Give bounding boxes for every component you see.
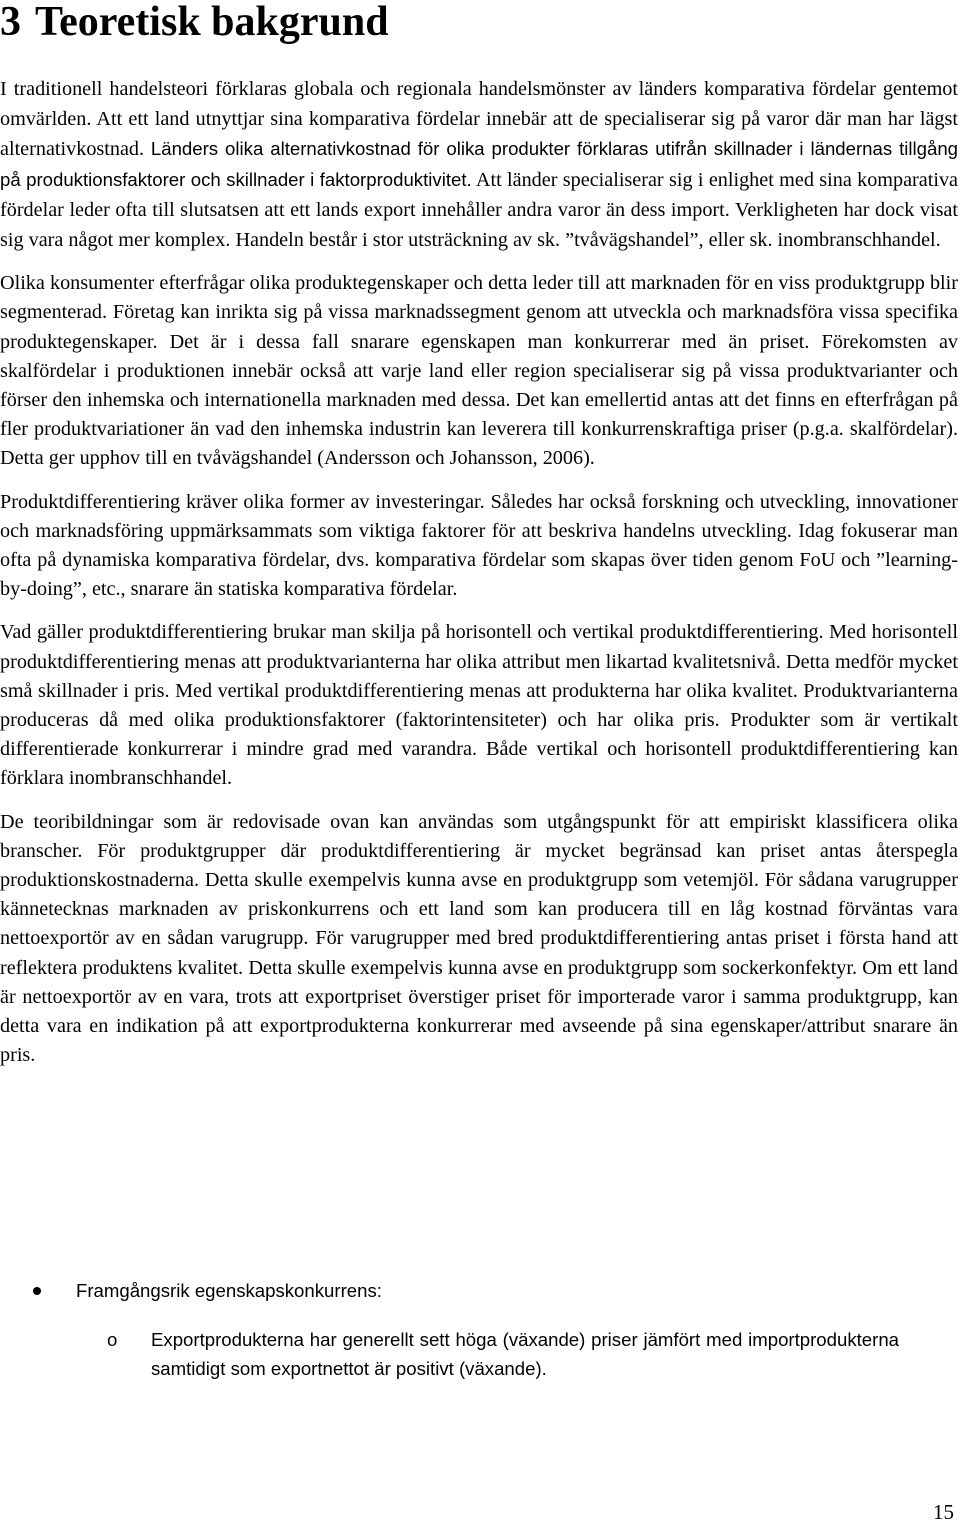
bullet-list [0, 1276, 960, 1383]
section-title: Teoretisk bakgrund [35, 0, 389, 45]
paragraph-1 [0, 74, 958, 255]
section-number: 3 [0, 0, 21, 45]
paragraph-2: Olika konsumenter efterfrågar olika produktegenskaper och detta leder till att marknaden för en viss produktgrupp blir segmenterad. Företag kan inrikta sig på vissa marknadssegment genom att utveckla och marknadsföra vissa specifika produktegenskaper. Det är i dessa fall snarare egenskapen man konkurrerar med än priset. Förekomsten av skalfördelar i produktionen innebär också att varje land eller region specialiserar sig på vissa produktvarianter och förser den inhemska och internationella marknaden med dessa. Det kan emellertid antas att det finns en efterfrågan på fler produktvariationer än vad den inhemska industrin kan leverera till konkurrenskraftiga priser (p.g.a. skalfördelar). Detta ger upphov till en tvåvägshandel (Andersson och Johansson, 2006). [0, 272, 958, 470]
bullet-item [0, 1276, 960, 1305]
paragraph-5: De teoribildningar som är redovisade ovan kan användas som utgångspunkt för att empiriskt klassificera olika branscher. För produktgrupper där produktdifferentiering är mycket begränsad kan priset antas återspegla produktionskostnaderna. Detta skulle exempelvis kunna avse en produktgrupp som vetemjöl. För sådana varugrupper kännetecknas marknaden av priskonkurrens och ett land som kan producera till en låg kostnad förväntas vara nettoexportör av en sådan varugrupp. För varugrupper med bred produktdifferentiering antas priset i första hand att reflektera produktens kvalitet. Detta skulle exempelvis kunna avse en produktgrupp som sockerkonfektyr. Om ett land är nettoexportör av en vara, trots att exportpriset överstiger priset för importerade varor i samma produktgrupp, kan detta vara en indikation på att exportprodukterna konkurrerar med avseende på sina egenskaper/attribut snarare än pris. [0, 810, 958, 1067]
paragraph-1-part-2: Länders olika alternativkostnad för olika produkter förklaras utifrån skillnader i ländernas tillgång på produktionsfaktorer och skillnader i faktorproduktivitet. [0, 138, 958, 190]
body-text [0, 74, 958, 1085]
sub-bullet-item [0, 1325, 899, 1383]
bullet-label: Framgångsrik egenskapskonkurrens: [76, 1280, 382, 1301]
bullet-dot-icon [33, 1287, 41, 1295]
paragraph-3: Produktdifferentiering kräver olika former av investeringar. Således har också forskning och utveckling, innovationer och marknadsföring uppmärksammats som viktiga faktorer för att beskriva handelns utveckling. Idag fokuserar man ofta på dynamiska komparativa fördelar, dvs. komparativa fördelar som skapas över tiden genom FoU och ”learning-by-doing”, etc., snarare än statiska komparativa fördelar. [0, 490, 958, 601]
page-number: 15 [933, 1500, 954, 1524]
paragraph-4: Vad gäller produktdifferentiering brukar man skilja på horisontell och vertikal produktdifferentiering. Med horisontell produktdifferentiering menas att produktvarianterna har olika attribut men likartad kvalitetsnivå. Detta medför mycket små skillnader i pris. Med vertikal produktdifferentiering menas att produkterna har olika kvalitet. Produktvarianterna produceras då med olika produktionsfaktorer (faktorintensiteter) och har olika pris. Produkter som är vertikalt differentierade konkurrerar i mindre grad med varandra. Både vertikal och horisontell produktdifferentiering kan förklara inombranschhandel. [0, 621, 958, 790]
paragraph-1-part-1: I traditionell handelsteori förklaras globala och regionala handelsmönster av länders komparativa fördelar gentemot omvärlden. Att ett land utnyttjar sina komparativa fördelar innebär att de specialiserar sig på varor där man har lägst alternativkostnad. [0, 78, 958, 161]
sub-bullet-text: Exportprodukterna har generellt sett höga (växande) priser jämfört med importprodukterna samtidigt som exportnettot är positivt (växande). [151, 1329, 899, 1379]
paragraph-1-part-3: Att länder specialiserar sig i enlighet med sina komparativa fördelar leder ofta till slutsatsen att ett lands export innehåller andra varor än dess import. Verkligheten har dock visat sig vara något mer komplex. Handeln består i stor utsträckning av sk. ”tvåvägshandel”, eller sk. inombranschhandel. [0, 168, 959, 252]
section-heading [0, 0, 389, 44]
sub-bullet-marker: o [107, 1329, 118, 1350]
